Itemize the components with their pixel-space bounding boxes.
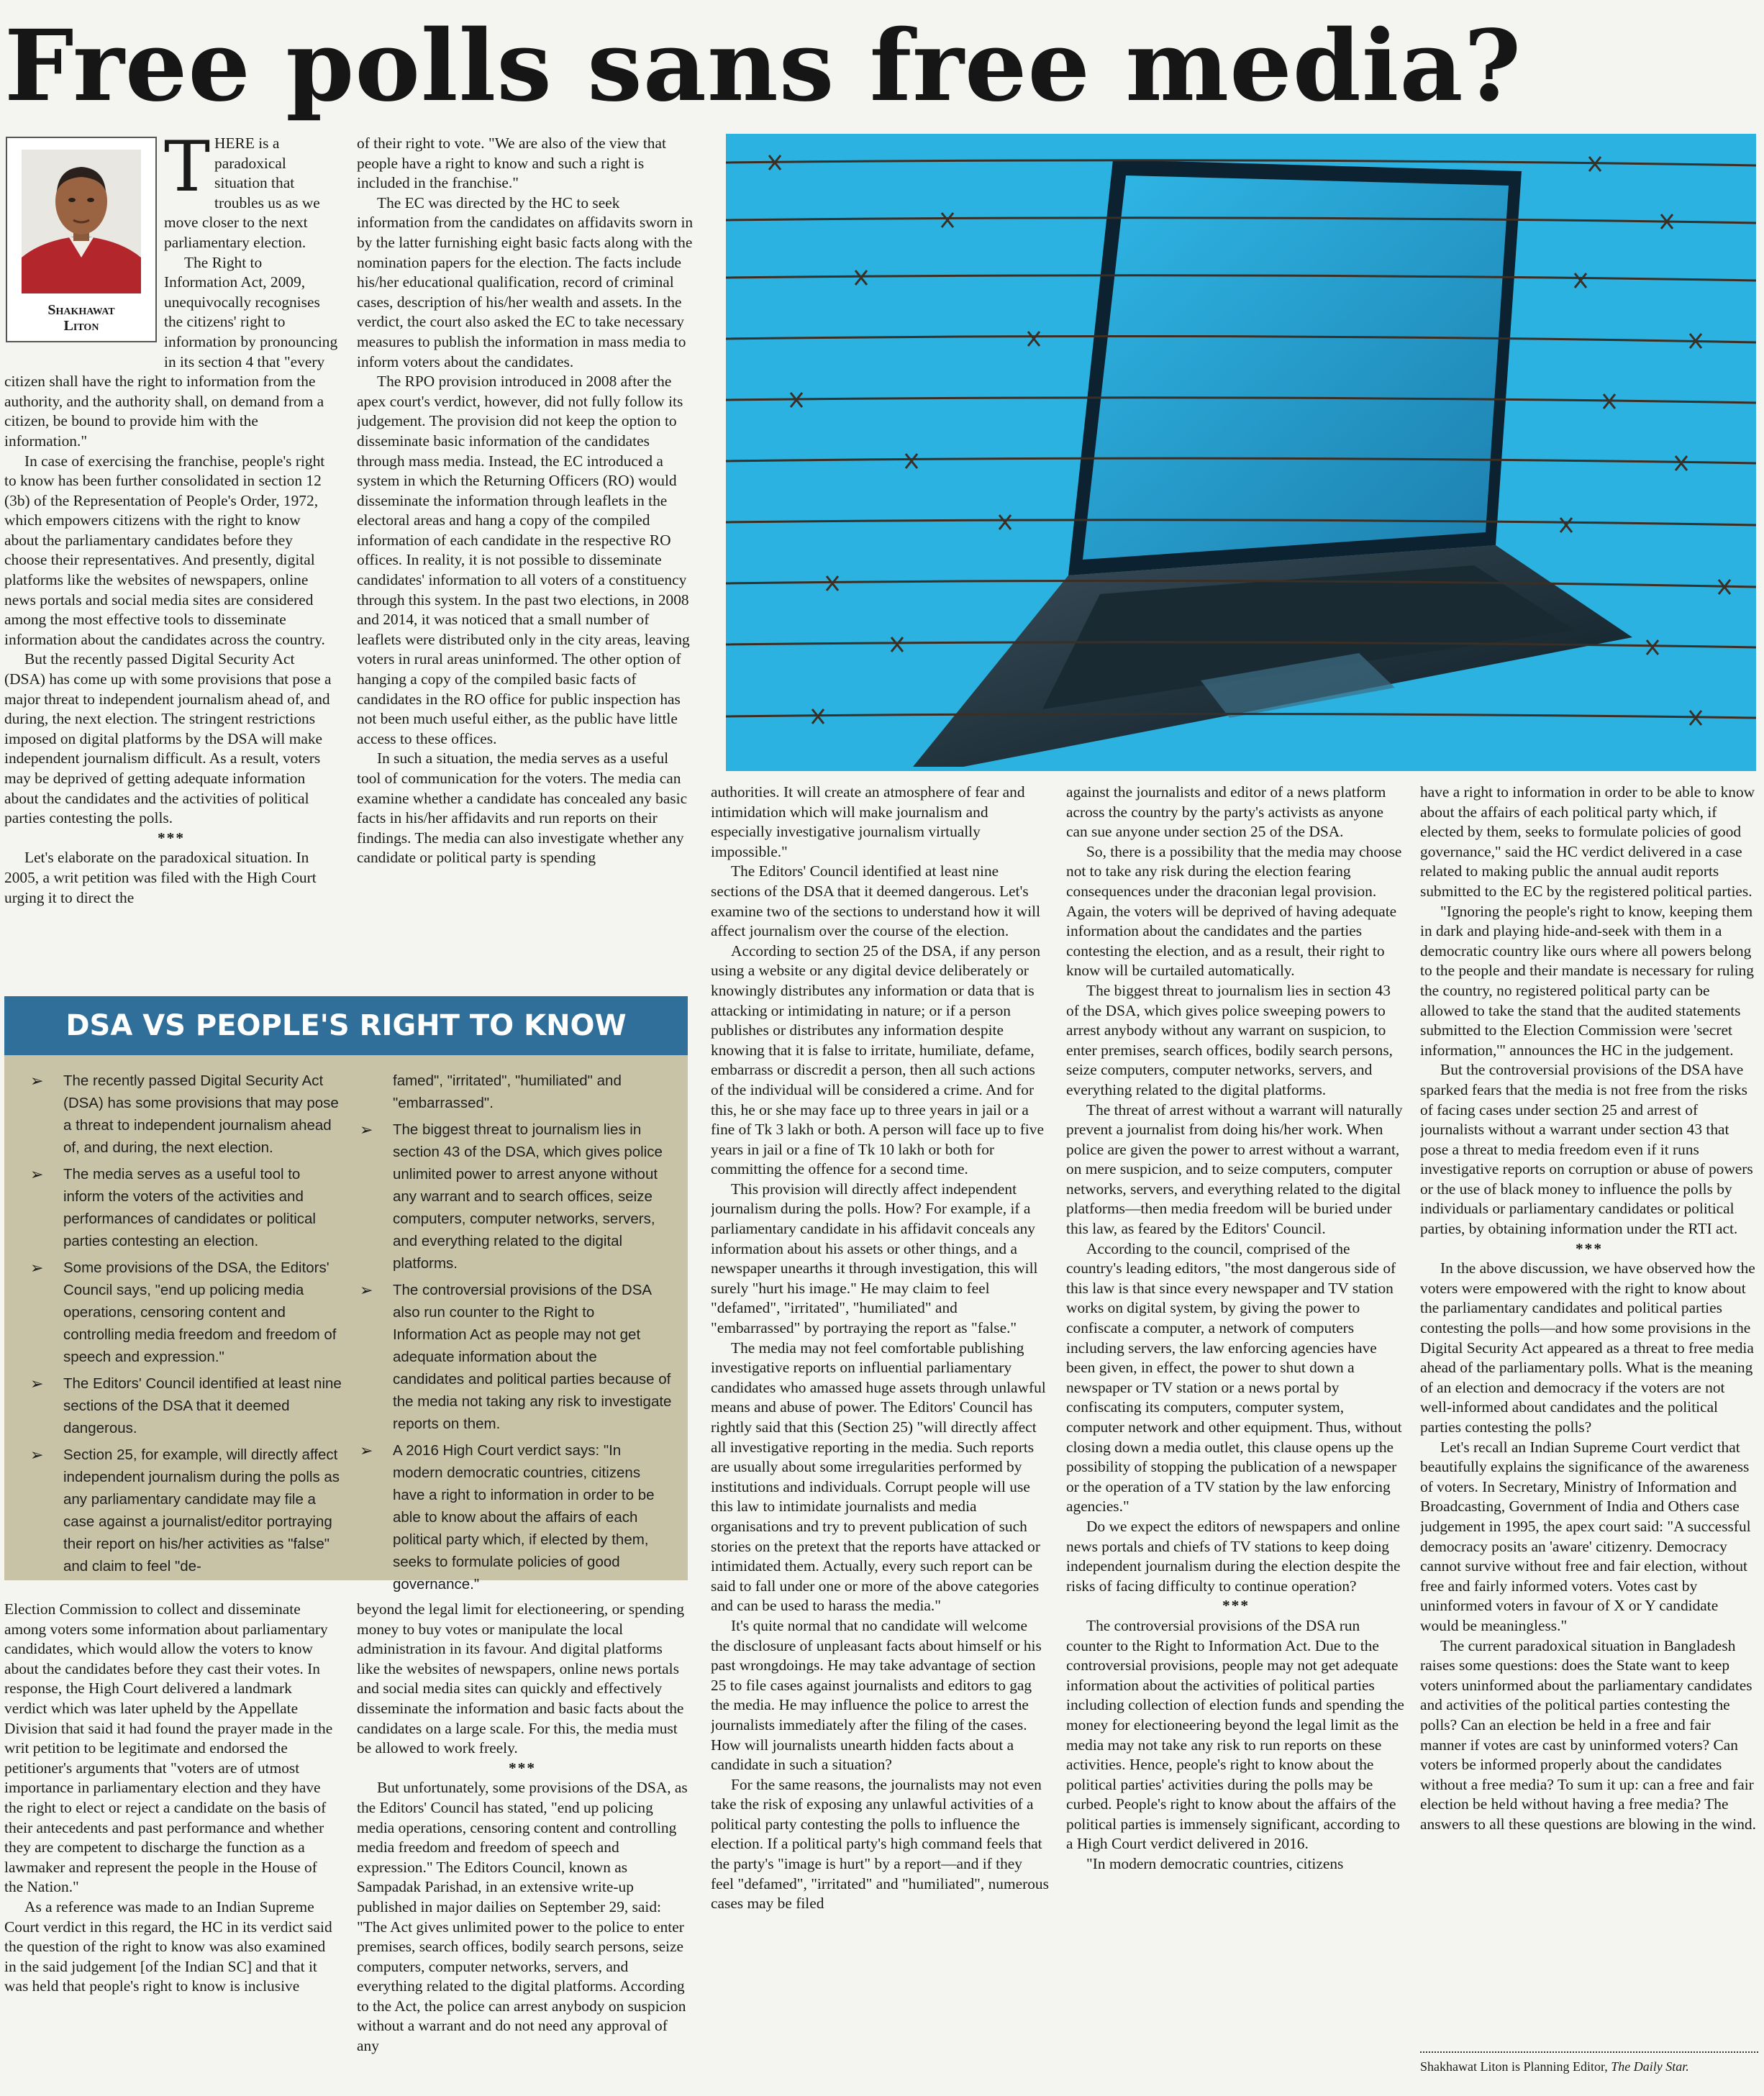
article-paragraph: The RPO provision introduced in 2008 after the apex court's verdict, however, did not fully follow its judgement. The provision did not keep the option to disseminate basic information of the candidates through mass media. Instead, the EC introduced a system in which the Returning Officers (RO) would disseminate the information through leaflets in the electoral areas and hang a copy of the compiled information of each candidate in the respective RO offices. In reality, it is not possible to disseminate candidates' information to all voters of a constituency through this system. In the past two elections, in 2008 and 2014, it was noticed that a small number of leaflets were distributed only in the city areas, leaving voters in rural areas uninformed. The other option of hanging a copy of the compiled basic facts of candidates in the RO office for public inspection has not been much useful either, as the public have little access to these offices. — [357, 373, 690, 747]
article-paragraph: The threat of arrest without a warrant will naturally prevent a journalist from doing his/her work. When police are given the power to arrest without a warrant, on mere suspicion, and to seize computers, computer networks, servers, and everything related to the digital platforms—then media freedom will be buried under this law, as feared by the Editors' Council. — [1066, 1101, 1403, 1238]
arrowhead-bullet-icon: ➢ — [30, 1446, 44, 1464]
article-column-6 — [4, 1600, 334, 2089]
dsa-bullet-item — [26, 1163, 342, 1252]
dsa-bullet-text: The recently passed Digital Security Act (DSA) has some provisions that may pose a threat to independent journalism ahead of, and during, the next election. — [63, 1072, 339, 1156]
dsa-bullet-item — [26, 1070, 342, 1159]
dsa-box-title: DSA VS PEOPLE'S RIGHT TO KNOW — [4, 996, 688, 1055]
arrowhead-bullet-icon: ➢ — [360, 1281, 373, 1299]
article-paragraph: In such a situation, the media serves as a useful tool of communication for the voters. The media can examine whether a candidate has concealed any basic facts in his/her affidavits and run reports on their findings. The media can also investigate whether any candidate or political party is spending — [357, 749, 688, 867]
article-paragraph: In the above discussion, we have observed how the voters were empowered with the right to know about the parliamentary candidates and political parties contesting the polls—and how some provisions in the Digital Security Act appeared as a threat to free media ahead of the parliamentary polls. What is the meaning of an election and democracy if the voters are not well-informed about candidates and the political parties contesting the polls? — [1420, 1259, 1755, 1436]
section-divider: *** — [1575, 1239, 1604, 1257]
dsa-bullet-item — [26, 1444, 342, 1577]
dsa-vs-right-to-know-box — [4, 996, 688, 1592]
article-paragraph: For the same reasons, the journalists may not even take the risk of exposing any unlawful activities of a political party contesting the polls to influence the election. If a political party's high command feels that the party's "image is hurt" by a report—and if they feel "defamed", "irritated" and "humiliated", numerous cases may be filed — [711, 1775, 1049, 1913]
article-paragraph: According to the council, comprised of the country's leading editors, "the most dangerous side of this law is that since every newspaper and TV station works on digital system, by giving the power to confiscate a computer, a network of computers including servers, the law enforcing agencies have been given, in effect, the power to shut down a newspaper or TV station or a news portal by confiscating its computers, computer system, computer network and other equipment. Thus, without closing down a media outlet, this clause opens up the possibility of stopping the publication of a newspaper or the operation of a TV station by the law enforcing agencies." — [1066, 1239, 1402, 1516]
dsa-bullet-item — [26, 1257, 342, 1368]
article-paragraph: against the journalists and editor of a news platform across the country by the party's activists as anyone can sue anyone under section 25 of the DSA. — [1066, 783, 1386, 841]
article-paragraph: have a right to information in order to be able to know about the affairs of each political party which, if elected by them, seeks to formulate policies of good governance," said the HC verdict delivered in a case related to making public the annual audit reports submitted to the EC by the registered political parties. — [1420, 783, 1755, 900]
article-paragraph: Do we expect the editors of newspapers and online news portals and chiefs of TV stations to keep doing independent journalism during the election despite the risks of facing difficulty to continue operation? — [1066, 1517, 1401, 1595]
dsa-bullet-item — [26, 1372, 342, 1439]
article-column-2 — [357, 134, 694, 990]
article-column-7 — [357, 1600, 688, 2089]
article-paragraph: The Right to Information Act, 2009, unequivocally recognises the citizens' right to information by pronouncing in its section 4 that "every citizen shall have the right to information from the authority, and the authority shall, on demand from a citizen, be bound to provide him with the information." — [4, 253, 338, 450]
laptop-barbed-wire-illustration — [726, 134, 1756, 771]
article-paragraph: So, there is a possibility that the media may choose not to take any risk during the election fearing consequences under the draconian legal provision. Again, the voters will be deprived of having adequate information about the candidates and the parties contesting the election, and as a result, their right to know will be curtailed automatically. — [1066, 842, 1402, 980]
article-paragraph: The Editors' Council identified at least nine sections of the DSA that it deemed dangerous. Let's examine two of the sections to understand how it will affect journalism over the course of the election. — [711, 862, 1041, 940]
article-paragraph: This provision will directly affect independent journalism during the polls. How? For example, if a parliamentary candidate in his affidavit conceals any information about his assets or other things, and a newspaper unearths it through investigation, this will surely "hurt his image." He may claim to feel "defamed", "irritated", "humiliated" and "embarrassed" by portraying the report as "false." — [711, 1180, 1038, 1337]
article-paragraph: As a reference was made to an Indian Supreme Court verdict in this regard, the HC in its verdict said the question of the right to know was also examined in the said judgement [of the Indian SC] and that it was held that people's right to know is inclusive — [4, 1897, 332, 1995]
article-intro: HERE is a paradoxical situation that troubles us as we move closer to the next parliamentary election. — [164, 135, 320, 251]
dsa-box-right-column — [355, 1070, 672, 1600]
article-paragraph: beyond the legal limit for electioneering, or spending money to buy votes or manipulate the local administration in its favour. And digital platforms like the websites of newspapers, online news portals and social media sites can quickly and effectively disseminate the information and basic facts about the candidates on a large scale. For this, the media must be allowed to work freely. — [357, 1600, 685, 1757]
article-paragraph: But unfortunately, some provisions of the DSA, as the Editors' Council has stated, "end up policing media operations, censoring content and controlling media freedom and freedom of speech and expression." The Editors Council, known as Sampadak Parishad, in an extensive write-up published in major dailies on September 29, said: "The Act gives unlimited power to the police to enter premises, search offices, bodily search persons, seize computers, computer networks, servers, and everything related to the digital platforms. According to the Act, the police can arrest anybody on suspicion without a warrant and do not need any approval of any — [357, 1779, 688, 2055]
article-paragraph: authorities. It will create an atmosphere of fear and intimidation which will make journalism and especially investigative journalism virtually impossible." — [711, 783, 1025, 860]
arrowhead-bullet-icon: ➢ — [30, 1165, 44, 1183]
article-paragraph: In case of exercising the franchise, people's right to know has been further consolidated in section 12 (3b) of the Representation of People's Order, 1972, which empowers citizens with the right to know about the parliamentary candidates before they choose their representatives. And presently, digital platforms like the websites of newspapers, online news portals and social media sites are considered among the most effective tools to disseminate information about the candidates across the country. — [4, 452, 325, 648]
article-paragraph: The media may not feel comfortable publishing investigative reports on influential parliamentary candidates who amassed huge assets through unlawful means and abuse of power. The Editors' Council has rightly said that this (Section 25) "will directly affect all investigative reporting in the media. Such reports are usually about some irregularities performed by institutions and individuals. Corrupt people will use this law to intimidate journalists and media organisations and try to prevent publication of such stories on the pretext that the reports have attacked or intimidated them. Actually, every such report can be said to fall under one or more of the above categories and can be used to harass the media." — [711, 1339, 1046, 1615]
author-name: Shakhawat Liton — [47, 302, 115, 334]
article-paragraph: But the recently passed Digital Security Act (DSA) has come up with some provisions that pose a major threat to independent journalism ahead of, and during, the next election. The stringent restrictions imposed on digital platforms by the DSA will make independent journalism difficult. As a result, voters may be deprived of getting adequate information about the candidates and the activities of political parties contesting the polls. — [4, 650, 332, 827]
arrowhead-bullet-icon: ➢ — [30, 1375, 44, 1393]
arrowhead-bullet-icon: ➢ — [360, 1121, 373, 1139]
article-paragraph: The controversial provisions of the DSA run counter to the Right to Information Act. Due to the controversial provisions, people may not get adequate information about the activities of political parties including collection of election funds and spending the money for electioneering beyond the legal limit as the media may not take any risk to run reports on these activities. Hence, people's right to know about the political parties' activities during the polls may be curbed. People's right to know about the affairs of the political parties is immensely significant, according to a High Court verdict delivered in 2016. — [1066, 1616, 1404, 1853]
section-divider: *** — [508, 1759, 537, 1777]
article-paragraph: Election Commission to collect and disseminate among voters some information about parliamentary candidates, which would allow the voters to know about the candidates before they cast their votes. In response, the High Court delivered a landmark verdict which was later upheld by the Appellate Division that said it had found the prayer made in the writ petition to be legitimate and endorsed the petitioner's arguments that "voters are of utmost importance in parliamentary election and they have the right to elect or reject a candidate on the basis of their antecedents and past performance and whether they are competent to discharge the function as a lawmaker and represent the people in the House of the Nation." — [4, 1600, 333, 1896]
article-column-3 — [711, 783, 1049, 2082]
article-paragraph: The EC was directed by the HC to seek information from the candidates on affidavits sworn in by the latter furnishing eight basic facts along with the nomination papers for the election. The facts include his/her educational qualification, record of criminal cases, description of his/her wealth and assets. In the verdict, the court also asked the EC to take necessary measures to publish the information in mass media to inform voters about the candidates. — [357, 193, 694, 370]
dsa-box-left-column — [26, 1070, 342, 1582]
article-paragraph: The biggest threat to journalism lies in section 43 of the DSA, which gives police sweeping powers to arrest anybody without any warrant on suspicion, to enter premises, search offices, bodily search persons, seize computers, computer networks, servers, and everything related to the digital platforms. — [1066, 981, 1393, 1098]
dsa-bullet-text: A 2016 High Court verdict says: "In modern democratic countries, citizens have a right to information in order to be able to know about the affairs of each political party which, if elected by them, seeks to formulate policies of good governance." — [393, 1442, 655, 1592]
dsa-bullet-item — [355, 1118, 672, 1275]
author-credit: Shakhawat Liton is Planning Editor, The Daily Star. — [1420, 2051, 1758, 2076]
arrowhead-bullet-icon: ➢ — [30, 1072, 44, 1090]
article-paragraph: Let's elaborate on the paradoxical situation. In 2005, a writ petition was filed with the High Court urging it to direct the — [4, 849, 317, 906]
dsa-bullet-text: Section 25, for example, will directly affect independent journalism during the polls as any parliamentary candidate may file a case against a journalist/editor portraying their report on his/her activities as "false" and claim to feel "de- — [63, 1446, 340, 1575]
drop-cap: T — [164, 134, 211, 207]
article-paragraph: "In modern democratic countries, citizens — [1086, 1855, 1344, 1873]
dsa-bullet-text: Some provisions of the DSA, the Editors' Council says, "end up policing media operations, censoring content and controlling media freedom and freedom of speech and expression." — [63, 1259, 337, 1365]
article-column-5 — [1420, 783, 1758, 2047]
article-paragraph: According to section 25 of the DSA, if any person using a website or any digital device deliberately or knowingly distributes any information or data that is attacking or intimidating in nature; or if a person publishes or distributes any information despite knowing that it is false to irritate, humiliate, defame, embarrass or discredit a person, then all such actions of the individual will be considered a crime. And for this, he or she may face up to three years in jail or a fine of Tk 3 lakh or both. A person will face up to five years in jail or a fine of Tk 10 lakh or both for committing the offence for a second time. — [711, 942, 1044, 1178]
section-divider: *** — [1222, 1597, 1250, 1615]
article-column-1 — [4, 134, 338, 990]
arrowhead-bullet-icon: ➢ — [30, 1259, 44, 1277]
article-paragraph: The current paradoxical situation in Bangladesh raises some questions: does the State want to keep voters uninformed about the parliamentary candidates and activities of the political parties contesting the polls? Can an election be held in a free and fair manner if votes are cast by uninformed voters? Can voters be informed properly about the candidates without a free media? To sum it up: can a free and fair election be held without having a free media? The answers to all these questions are blowing in the wind. — [1420, 1636, 1756, 1833]
dsa-bullet-item — [355, 1439, 672, 1595]
dsa-bullet-text: The Editors' Council identified at least nine sections of the DSA that it deemed dangerous. — [63, 1375, 342, 1436]
dsa-bullet-text: The controversial provisions of the DSA also run counter to the Right to Information Act as people may not get adequate information about the candidates and political parties because of the media not taking any risk to investigate reports on them. — [393, 1282, 672, 1432]
article-paragraph: It's quite normal that no candidate will welcome the disclosure of unpleasant facts about himself or his past wrongdoings. He may take advantage of section 25 to file cases against journalists and editors to gag the media. He may influence the police to arrest the journalists immediately after the filing of the cases. How will journalists unearth hidden facts about a candidate in such a situation? — [711, 1616, 1042, 1774]
article-column-4 — [1066, 783, 1406, 2082]
dsa-bullet-text: The media serves as a useful tool to inform the voters of the activities and performances of candidates or political parties contesting an election. — [63, 1166, 316, 1249]
article-paragraph: But the controversial provisions of the DSA have sparked fears that the media is not free from the risks of facing cases under section 25 and arrest of journalists without a warrant under section 43 that pose a threat to media freedom even if it runs investigative reports on corruption or abuse of powers or the use of black money to influence the polls by individuals or parliamentary candidates or political parties, by obtaining information under the RTI act. — [1420, 1061, 1753, 1238]
article-paragraph: of their right to vote. "We are also of the view that people have a right to know and such a right is included in the franchise." — [357, 135, 666, 192]
dsa-bullet-continuation: famed", "irritated", "humiliated" and "embarrassed". — [393, 1072, 622, 1111]
dsa-bullet-item — [355, 1279, 672, 1435]
section-divider: *** — [157, 829, 186, 847]
dsa-bullet-text: The biggest threat to journalism lies in section 43 of the DSA, which gives police unlimited power to arrest anyone without any warrant and to search offices, seize computers, computer networks, servers, and everything related to the digital platforms. — [393, 1121, 663, 1272]
headline: Free polls sans free media? — [4, 9, 1522, 124]
article-paragraph: Let's recall an Indian Supreme Court verdict that beautifully explains the significance of the awareness of voters. In Secretary, Ministry of Information and Broadcasting, Government of India and Others case judgement in 1995, the apex court said: "A successful democracy posits an 'aware' citizenry. Democracy cannot survive without free and fair election, without free and fairly informed voters. Votes cast by uninformed voters in favour of X or Y candidate would be meaningless." — [1420, 1438, 1751, 1634]
arrowhead-bullet-icon: ➢ — [360, 1441, 373, 1459]
article-paragraph: "Ignoring the people's right to know, keeping them in dark and playing hide-and-seek with them in a democratic country like ours where all powers belong to the people and their mandate is necessary for ruling the country, no registered political party can be allowed to take the stand that the audited statements submitted to the Election Commission were 'secret information,'" announces the HC in the judgement. — [1420, 902, 1754, 1059]
